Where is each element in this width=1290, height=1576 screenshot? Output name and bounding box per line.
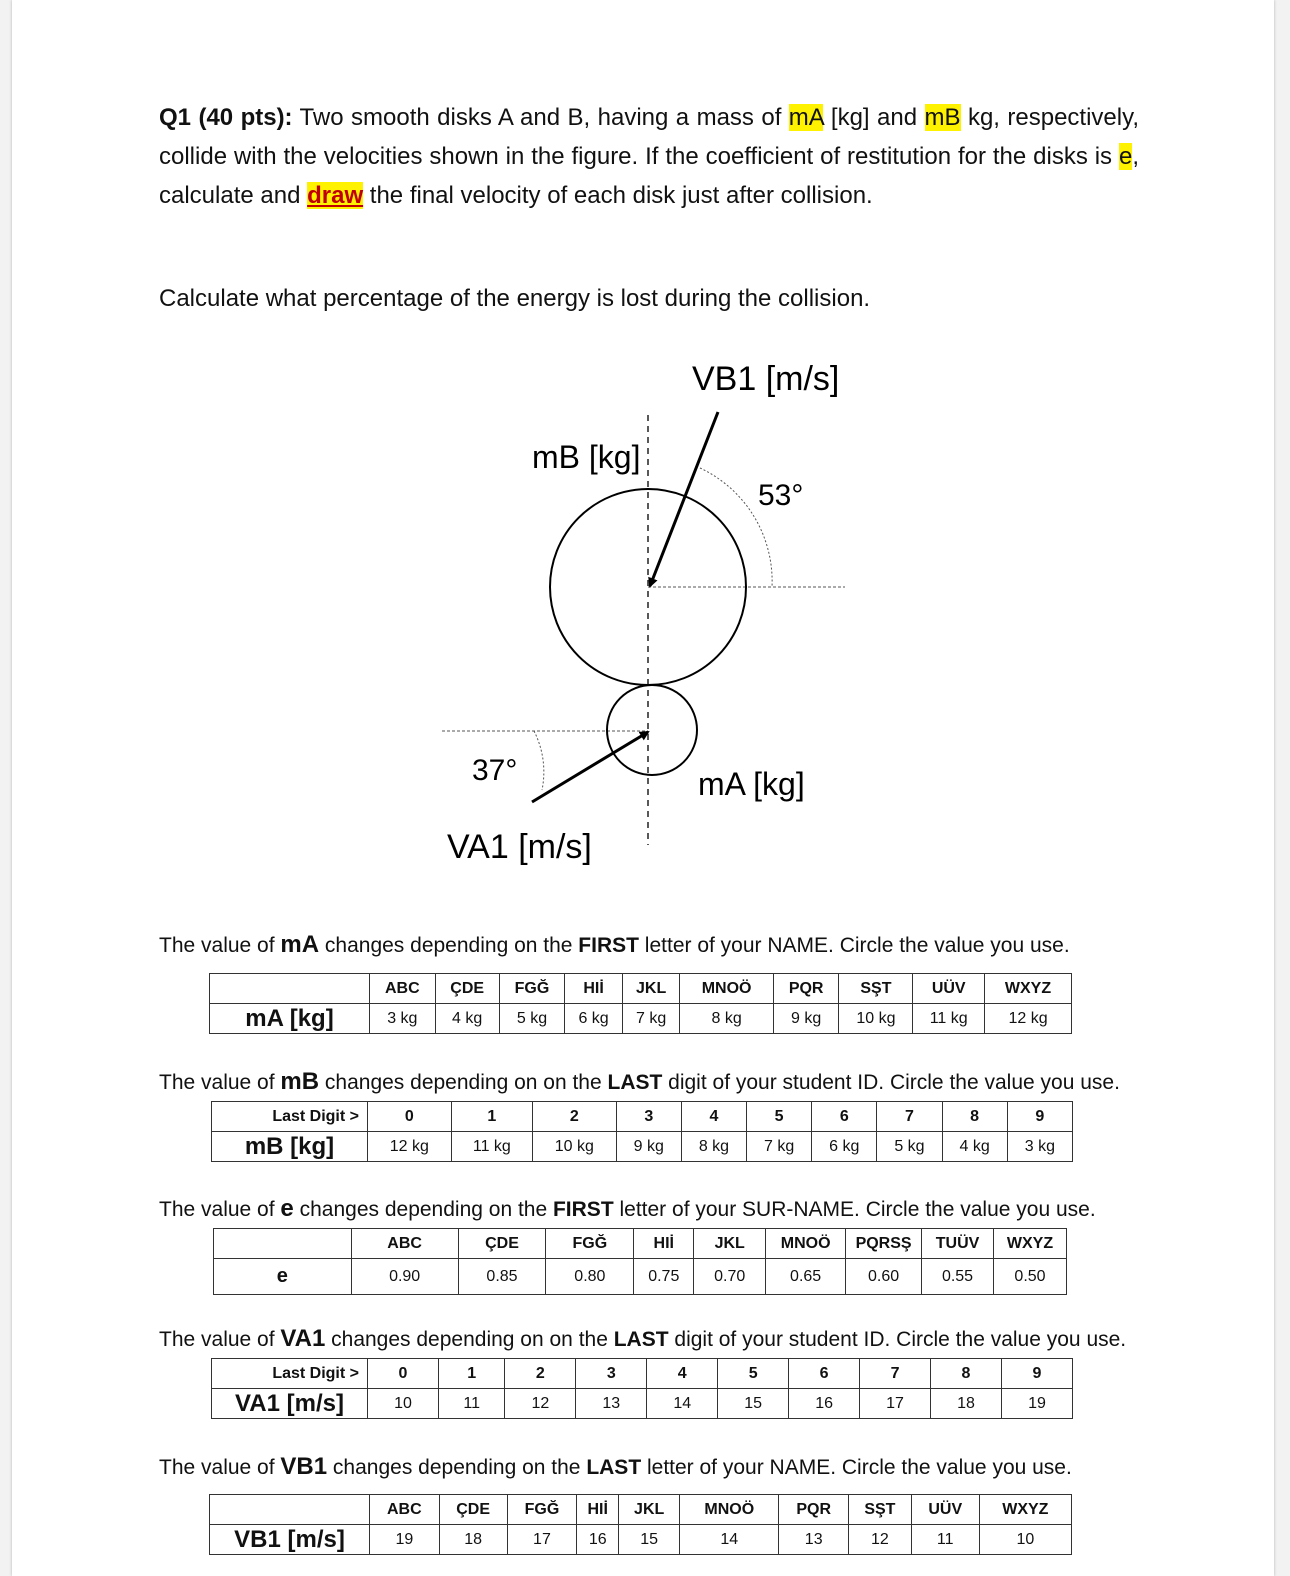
- angle-a-label: 37°: [472, 754, 518, 787]
- mb-value: 7 kg: [747, 1132, 812, 1162]
- vb1-header-label: [210, 1495, 370, 1525]
- note-text: The value of: [159, 1071, 281, 1094]
- note-text: letter of your NAME. Circle the value you use.: [638, 934, 1070, 957]
- note-symbol: VB1: [280, 1453, 328, 1480]
- e-header: JKL: [694, 1229, 766, 1259]
- vb1-header: ABC: [370, 1495, 440, 1525]
- e-header: PQRSŞ: [846, 1229, 922, 1259]
- note-text: The value of: [159, 1328, 281, 1351]
- note-symbol: e: [280, 1195, 294, 1222]
- angle-b-label: 53°: [758, 479, 804, 512]
- vb1-value: 16: [577, 1525, 619, 1555]
- vb1-note: [159, 1454, 1072, 1481]
- note-text: letter of your NAME. Circle the value you use.: [641, 1456, 1072, 1479]
- va1-value: 16: [789, 1389, 860, 1419]
- mb-header: 3: [616, 1102, 681, 1132]
- ma-header: JKL: [622, 974, 680, 1004]
- va1-value: 17: [860, 1389, 931, 1419]
- note-text: changes depending on on the: [325, 1328, 614, 1351]
- mb-note: [159, 1069, 1120, 1096]
- mb-header: 9: [1007, 1102, 1072, 1132]
- e-value: 0.90: [351, 1259, 458, 1295]
- ma-header: ABC: [370, 974, 436, 1004]
- ma-value: 7 kg: [622, 1004, 680, 1034]
- e-value: 0.60: [846, 1259, 922, 1295]
- ma-value: 9 kg: [773, 1004, 839, 1034]
- ma-value: 12 kg: [985, 1004, 1072, 1034]
- question-text-3: kg, respectively, collide with the velocities shown in the figure. If the coefficient of restitution for the disks is: [159, 104, 1139, 170]
- va1-header: 4: [647, 1359, 718, 1389]
- mb-value: 10 kg: [532, 1132, 616, 1162]
- mb-header: 7: [877, 1102, 942, 1132]
- vb1-header: UÜV: [911, 1495, 979, 1525]
- va1-header-label: Last Digit >: [212, 1359, 368, 1389]
- note-key: FIRST: [578, 934, 639, 957]
- energy-question: Calculate what percentage of the energy is lost during the collision.: [159, 285, 871, 312]
- e-header: WXYZ: [993, 1229, 1066, 1259]
- note-text: changes depending on the: [319, 934, 579, 957]
- e-value: 0.50: [993, 1259, 1066, 1295]
- e-row-label: e: [214, 1259, 352, 1295]
- vb1-value: 13: [779, 1525, 849, 1555]
- va1-header: 6: [789, 1359, 860, 1389]
- note-key: FIRST: [552, 1198, 614, 1221]
- ma-header: ÇDE: [435, 974, 499, 1004]
- vb1-value: 18: [439, 1525, 507, 1555]
- note-text: digit of your student ID. Circle the value you use.: [662, 1071, 1120, 1094]
- ma-header: MNOÖ: [680, 974, 773, 1004]
- vb1-value: 19: [370, 1525, 440, 1555]
- mb-value: 6 kg: [812, 1132, 877, 1162]
- note-text: The value of: [159, 1198, 281, 1221]
- question-text-4: , calculate and: [159, 143, 1139, 209]
- mb-header-label: Last Digit >: [212, 1102, 368, 1132]
- vb1-table: [209, 1494, 1072, 1555]
- va1-header: 7: [860, 1359, 931, 1389]
- va1-value: 15: [718, 1389, 789, 1419]
- note-text: letter of your SUR-NAME. Circle the value you use.: [613, 1198, 1096, 1221]
- e-value: 0.55: [922, 1259, 994, 1295]
- velocity-b-arrow: [650, 412, 718, 586]
- va1-header: 5: [718, 1359, 789, 1389]
- e-value: 0.75: [634, 1259, 694, 1295]
- ma-header: SŞT: [839, 974, 913, 1004]
- question-label: Q1 (40 pts):: [159, 104, 293, 131]
- va1-note: [159, 1326, 1126, 1353]
- vb1-header: PQR: [779, 1495, 849, 1525]
- mb-value: 5 kg: [877, 1132, 942, 1162]
- e-header: ÇDE: [458, 1229, 546, 1259]
- mb-value: 4 kg: [942, 1132, 1007, 1162]
- va1-header: 9: [1001, 1359, 1072, 1389]
- note-text: changes depending on the: [293, 1198, 553, 1221]
- ma-row-label: mA [kg]: [210, 1004, 370, 1034]
- mb-value: 3 kg: [1007, 1132, 1072, 1162]
- vb1-label: VB1 [m/s]: [692, 360, 840, 398]
- mb-header: 4: [681, 1102, 746, 1132]
- ma-header: UÜV: [913, 974, 985, 1004]
- mb-header: 0: [368, 1102, 452, 1132]
- note-symbol: mA: [280, 931, 320, 958]
- e-header: HIİ: [634, 1229, 694, 1259]
- vb1-value: 12: [849, 1525, 912, 1555]
- va1-row-label: VA1 [m/s]: [212, 1389, 368, 1419]
- collision-figure: [12, 350, 1274, 880]
- vb1-value: 15: [619, 1525, 680, 1555]
- note-text: digit of your student ID. Circle the value you use.: [668, 1328, 1127, 1351]
- mb-header: 5: [747, 1102, 812, 1132]
- e-value: 0.80: [546, 1259, 634, 1295]
- va1-header: 2: [505, 1359, 576, 1389]
- mb-table: [211, 1101, 1073, 1162]
- note-key: LAST: [607, 1071, 663, 1094]
- ma-value: 10 kg: [839, 1004, 913, 1034]
- mb-label: mB [kg]: [532, 439, 641, 475]
- mb-header: 2: [532, 1102, 616, 1132]
- ma-value: 5 kg: [499, 1004, 565, 1034]
- mb-highlight: mB: [924, 104, 961, 131]
- mb-value: 12 kg: [368, 1132, 452, 1162]
- mb-header: 8: [942, 1102, 1007, 1132]
- e-note: [159, 1196, 1096, 1223]
- ma-header-label: [210, 974, 370, 1004]
- va1-value: 18: [931, 1389, 1002, 1419]
- note-symbol: VA1: [280, 1325, 326, 1352]
- ma-header: HIİ: [565, 974, 623, 1004]
- mb-row-label: mB [kg]: [212, 1132, 368, 1162]
- va1-value: 12: [505, 1389, 576, 1419]
- va1-header: 8: [931, 1359, 1002, 1389]
- note-text: changes depending on the: [327, 1456, 587, 1479]
- va1-value: 14: [647, 1389, 718, 1419]
- va1-header: 3: [576, 1359, 647, 1389]
- ma-value: 3 kg: [370, 1004, 436, 1034]
- ma-value: 11 kg: [913, 1004, 985, 1034]
- e-value: 0.85: [458, 1259, 546, 1295]
- va1-value: 13: [576, 1389, 647, 1419]
- document-page: [12, 0, 1274, 1576]
- vb1-header: HIİ: [577, 1495, 619, 1525]
- vb1-value: 17: [507, 1525, 577, 1555]
- e-table: [213, 1228, 1067, 1295]
- vb1-header: ÇDE: [439, 1495, 507, 1525]
- note-symbol: mB: [280, 1068, 320, 1095]
- ma-label: mA [kg]: [698, 766, 805, 802]
- vb1-header: FGĞ: [507, 1495, 577, 1525]
- question-text-1: Two smooth disks A and B, having a mass of: [292, 104, 789, 131]
- e-highlight: e: [1118, 143, 1133, 170]
- draw-highlight: draw: [307, 182, 364, 209]
- vb1-header: WXYZ: [979, 1495, 1071, 1525]
- note-key: LAST: [586, 1456, 642, 1479]
- ma-value: 8 kg: [680, 1004, 773, 1034]
- disk-a: [607, 685, 697, 775]
- va1-header: 0: [368, 1359, 439, 1389]
- va1-header: 1: [438, 1359, 504, 1389]
- va1-value: 19: [1001, 1389, 1072, 1419]
- mb-value: 11 kg: [451, 1132, 532, 1162]
- ma-header: FGĞ: [499, 974, 565, 1004]
- va1-value: 10: [368, 1389, 439, 1419]
- va1-label: VA1 [m/s]: [447, 828, 592, 866]
- e-header: ABC: [351, 1229, 458, 1259]
- vb1-value: 10: [979, 1525, 1071, 1555]
- e-header: FGĞ: [546, 1229, 634, 1259]
- va1-value: 11: [438, 1389, 504, 1419]
- vb1-header: JKL: [619, 1495, 680, 1525]
- velocity-a-arrow: [532, 732, 648, 802]
- e-header: TUÜV: [922, 1229, 994, 1259]
- e-value: 0.70: [694, 1259, 766, 1295]
- ma-header: WXYZ: [985, 974, 1072, 1004]
- vb1-value: 11: [911, 1525, 979, 1555]
- va1-table: [211, 1358, 1073, 1419]
- note-text: The value of: [159, 934, 281, 957]
- vb1-header: MNOÖ: [680, 1495, 779, 1525]
- question-text-5: the final velocity of each disk just after collision.: [363, 182, 873, 209]
- question-paragraph: [159, 98, 1139, 215]
- ma-highlight: mA: [788, 104, 824, 131]
- vb1-row-label: VB1 [m/s]: [210, 1525, 370, 1555]
- e-header-label: [214, 1229, 352, 1259]
- note-text: changes depending on on the: [319, 1071, 608, 1094]
- ma-value: 6 kg: [565, 1004, 623, 1034]
- ma-header: PQR: [773, 974, 839, 1004]
- note-text: The value of: [159, 1456, 281, 1479]
- ma-table: [209, 973, 1072, 1034]
- mb-value: 8 kg: [681, 1132, 746, 1162]
- e-header: MNOÖ: [766, 1229, 846, 1259]
- mb-header: 6: [812, 1102, 877, 1132]
- ma-value: 4 kg: [435, 1004, 499, 1034]
- vb1-header: SŞT: [849, 1495, 912, 1525]
- mb-value: 9 kg: [616, 1132, 681, 1162]
- angle-a-arc: [534, 731, 544, 790]
- question-text-2: [kg] and: [823, 104, 925, 131]
- vb1-value: 14: [680, 1525, 779, 1555]
- ma-note: [159, 932, 1070, 959]
- note-key: LAST: [613, 1328, 669, 1351]
- mb-header: 1: [451, 1102, 532, 1132]
- e-value: 0.65: [766, 1259, 846, 1295]
